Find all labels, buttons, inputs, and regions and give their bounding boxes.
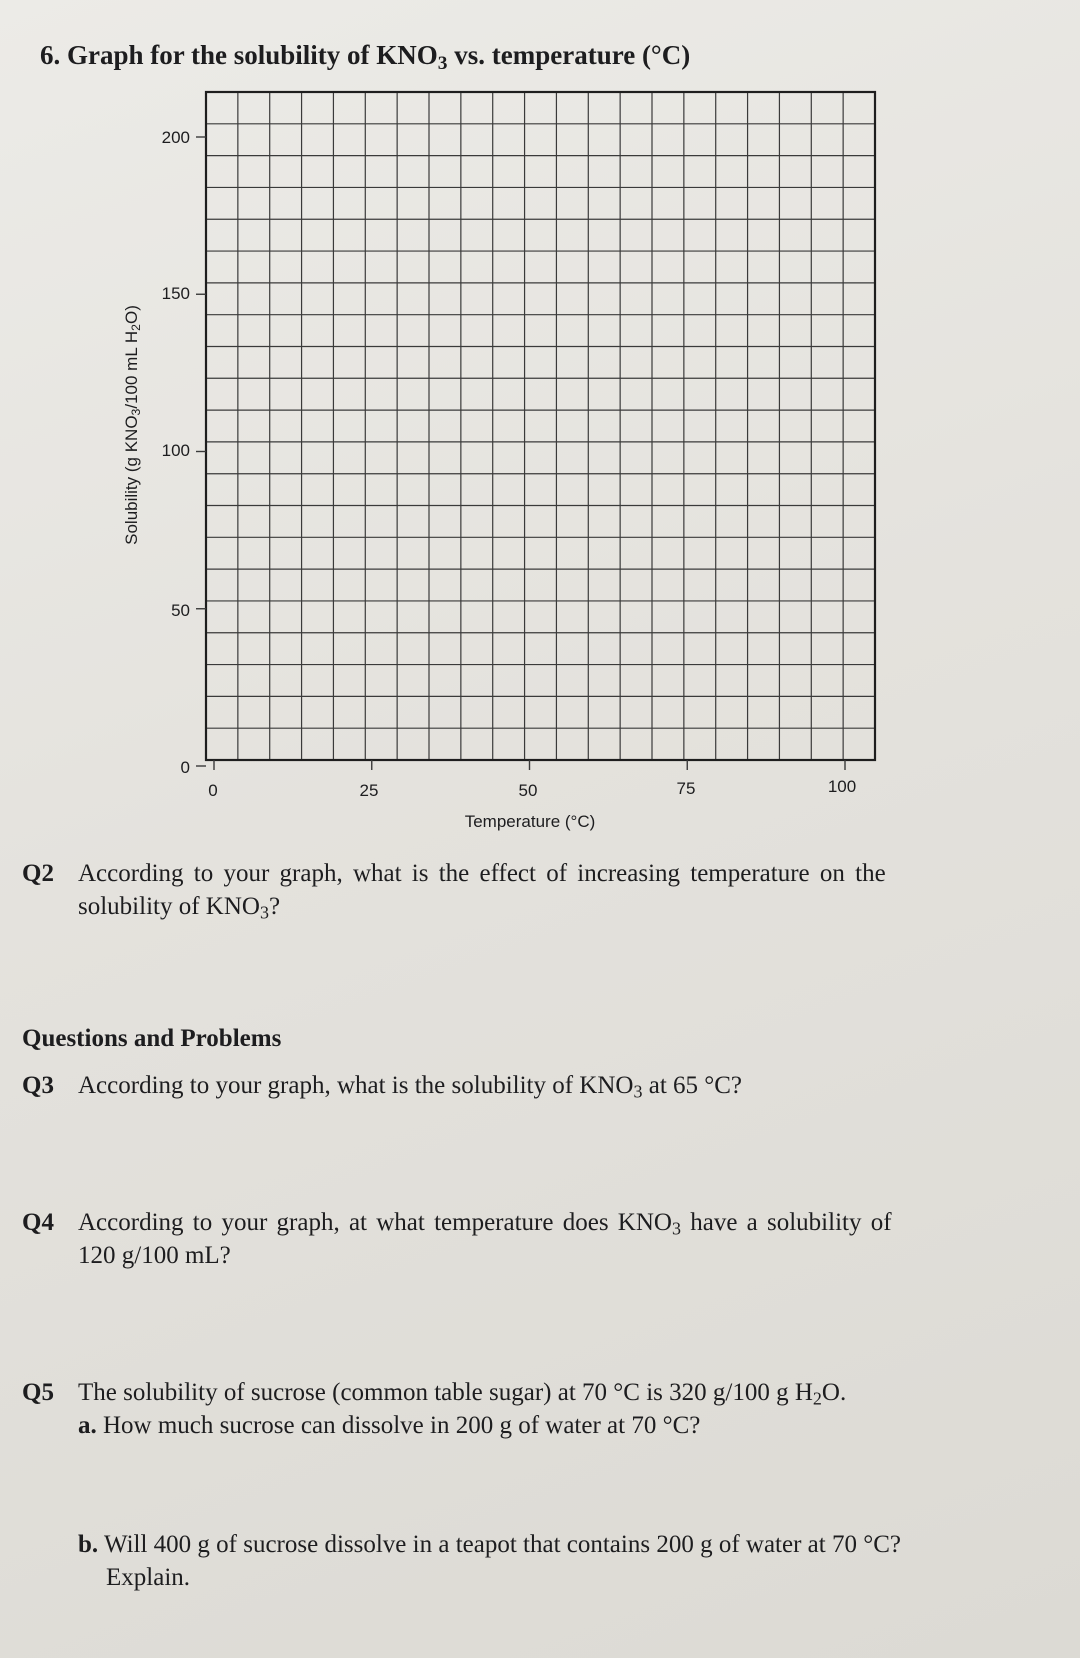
y-tick-label: 50 xyxy=(171,601,190,620)
question-number: Q3 xyxy=(22,1072,54,1099)
part-label: a. xyxy=(78,1412,97,1439)
question-q3 xyxy=(22,1069,1022,1105)
question-number: Q4 xyxy=(22,1209,54,1236)
section-heading: Questions and Problems xyxy=(22,1025,282,1052)
question-number: Q2 xyxy=(22,860,54,887)
x-tick-label: 100 xyxy=(827,777,857,796)
x-tick-label: 50 xyxy=(518,781,538,800)
x-axis-label: Temperature (°C) xyxy=(464,812,596,831)
question-text: The solubility of sucrose (common table sugar) at 70 °C is 320 g/100 g $H_2O$. a. How much sucrose can dissolve in 200 g of water at 70 °C? xyxy=(78,1379,847,1439)
question-q2 xyxy=(22,857,1032,927)
question-number: Q5 xyxy=(22,1379,54,1406)
y-tick-label: 0 xyxy=(180,758,190,777)
question-text: According to your graph, what is the solubility of $KNO_3$ at 65 °C? xyxy=(78,1072,743,1102)
y-tick-label: 150 xyxy=(161,284,190,303)
part-label: b. xyxy=(78,1531,99,1558)
x-tick-label: 0 xyxy=(208,781,218,800)
plot-border xyxy=(206,92,875,760)
x-tick-label: 25 xyxy=(359,781,379,800)
question-q4 xyxy=(22,1206,1032,1276)
question-text: According to your graph, what is the effect of increasing temperature on the solubility of $KNO_3$? xyxy=(78,860,886,923)
y-axis-label: Solubility (g $KNO_3/100$ mL $H_2O$) xyxy=(122,305,144,545)
question-q5-part-b xyxy=(78,1528,1038,1598)
question-q5 xyxy=(22,1376,1032,1446)
graph-title: 6. Graph for the solubility of $KNO_3$ vs. temperature (°C) xyxy=(40,40,691,74)
grid-lines xyxy=(206,92,875,760)
y-tick-label: 200 xyxy=(161,128,190,147)
part-a-text: How much sucrose can dissolve in 200 g of water at 70 °C? xyxy=(103,1412,701,1439)
x-tick-label: 75 xyxy=(676,779,696,798)
y-tick-label: 100 xyxy=(161,441,190,460)
question-text: According to your graph, at what temperature does $KNO_3$ have a solubility of 120 g/100 mL? xyxy=(78,1209,892,1269)
part-b-text-line2: Explain. xyxy=(106,1564,191,1591)
part-b-text: Will 400 g of sucrose dissolve in a teapot that contains 200 g of water at 70 °C? xyxy=(103,1531,901,1558)
